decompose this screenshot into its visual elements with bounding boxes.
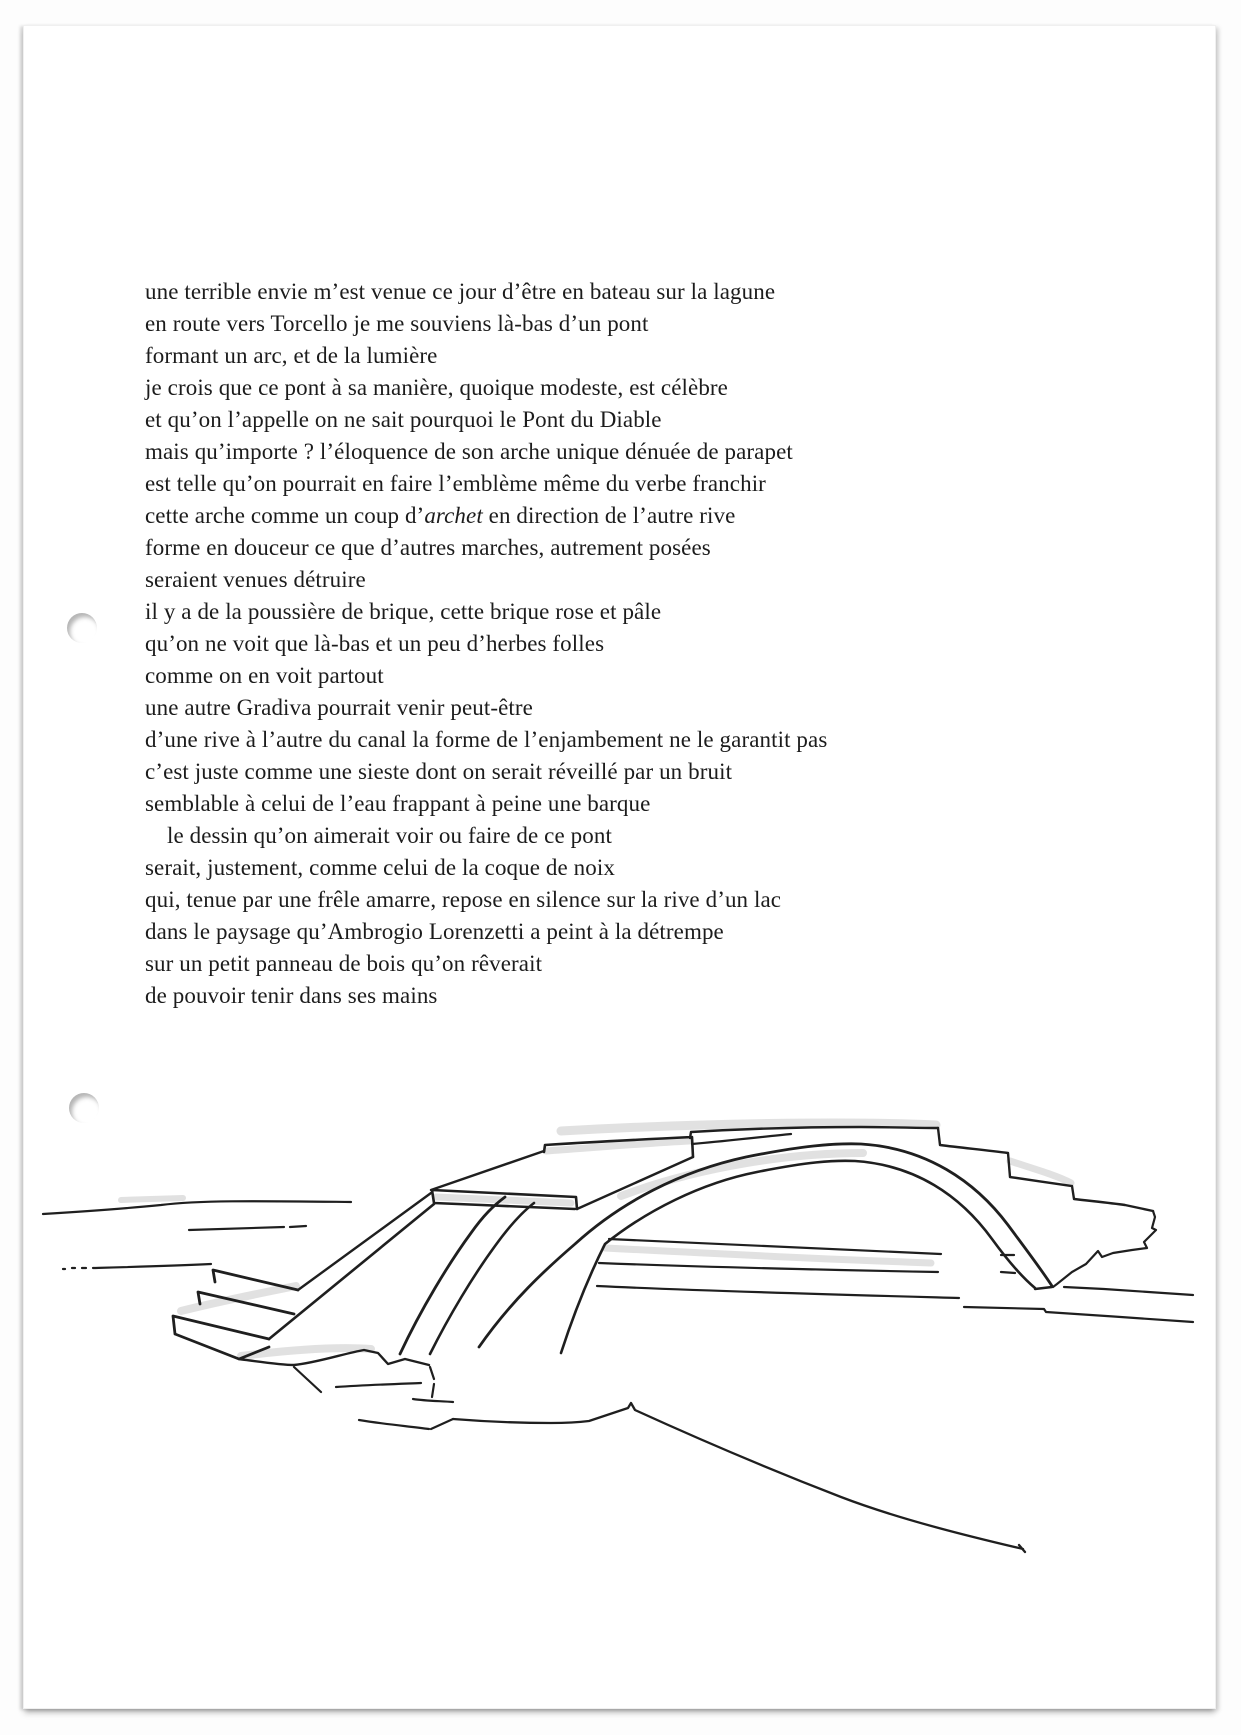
poem-line [145, 532, 1075, 564]
poem-line [145, 468, 1075, 500]
sketch-stroke [43, 1201, 351, 1214]
poem-line [145, 756, 1075, 788]
sketch-pencil-shading [621, 1153, 863, 1196]
poem-line [145, 564, 1075, 596]
sketch-stroke [173, 1316, 269, 1359]
poem-line [145, 404, 1075, 436]
hole-punch [69, 1093, 99, 1123]
sketch-stroke [599, 1263, 1015, 1273]
poem-text: d’une rive à l’autre du canal la forme de l’enjambement ne le garantit pas [145, 727, 828, 752]
poem-text: forme en douceur ce que d’autres marches, autrement posées [145, 535, 711, 560]
sketch-stroke [1035, 1287, 1052, 1289]
sketch-stroke [413, 1367, 453, 1402]
poem-line [145, 372, 1075, 404]
sketch-stroke [294, 1367, 421, 1392]
scanned-page [23, 25, 1216, 1709]
sketch-stroke [63, 1264, 211, 1269]
poem-text: en route vers Torcello je me souviens là-bas d’un pont [145, 311, 649, 336]
poem-line [145, 436, 1075, 468]
sketch-pencil-shading [121, 1198, 183, 1200]
poem-text: seraient venues détruire [145, 567, 366, 592]
poem-line [145, 340, 1075, 372]
poem-text: de pouvoir tenir dans ses mains [145, 983, 438, 1008]
poem-text: semblable à celui de l’eau frappant à peine une barque [145, 791, 651, 816]
sketch-stroke [597, 1286, 959, 1298]
poem-text: une terrible envie m’est venue ce jour d’être en bateau sur la lagune [145, 279, 776, 304]
poem-line [145, 308, 1075, 340]
sketch-stroke [213, 1270, 298, 1290]
sketch-stroke [609, 1239, 1014, 1255]
sketch-stroke [544, 1137, 693, 1157]
poem-text: formant un arc, et de la lumière [145, 343, 438, 368]
sketch-pencil-shading [546, 1141, 689, 1151]
poem-line [145, 628, 1075, 660]
sketch-pencil-shading [436, 1197, 571, 1203]
poem-text: sur un petit panneau de bois qu’on rêverait [145, 951, 543, 976]
sketch-stroke [430, 1203, 534, 1354]
sketch-pencil-shading [561, 1123, 936, 1131]
poem-text: dans le paysage qu’Ambrogio Lorenzetti a peint à la détrempe [145, 919, 724, 944]
sketch-stroke [198, 1292, 294, 1314]
poem-line [145, 660, 1075, 692]
poem-line [145, 980, 1075, 1012]
sketch-stroke [479, 1144, 1052, 1347]
sketch-stroke [400, 1197, 505, 1354]
sketch-stroke [1053, 1211, 1156, 1287]
poem-word-italic: archet [424, 503, 483, 528]
sketch-stroke [964, 1307, 1193, 1322]
hole-punch [67, 613, 97, 643]
sketch-stroke [561, 1161, 1035, 1353]
poem-text: est telle qu’on pourrait en faire l’emblème même du verbe franchir [145, 471, 766, 496]
poem-text: il y a de la poussière de brique, cette brique rose et pâle [145, 599, 662, 624]
sketch-stroke [239, 1350, 429, 1365]
sketch-stroke [1064, 1287, 1193, 1295]
poem-text-block [145, 276, 1075, 1012]
sketch-pencil-shading [605, 1248, 931, 1263]
poem-text: le dessin qu’on aimerait voir ou faire de ce pont [167, 823, 612, 848]
poem-text: en direction de l’autre rive [482, 503, 736, 528]
poem-text: qui, tenue par une frêle amarre, repose en silence sur la rive d’un lac [145, 887, 782, 912]
poem-line [145, 852, 1075, 884]
poem-text: mais qu’importe ? l’éloquence de son arche unique dénuée de parapet [145, 439, 793, 464]
sketch-stroke [690, 1127, 938, 1138]
sketch-stroke [432, 1190, 577, 1209]
sketch-pencil-shading [181, 1286, 296, 1311]
poem-line [145, 692, 1075, 724]
poem-text: serait, justement, comme celui de la coque de noix [145, 855, 615, 880]
poem-line [145, 276, 1075, 308]
poem-line [145, 596, 1075, 628]
poem-text: qu’on ne voit que là-bas et un peu d’herbes folles [145, 631, 605, 656]
sketch-stroke [189, 1226, 306, 1230]
sketch-stroke [269, 1204, 434, 1339]
poem-line [145, 724, 1075, 756]
poem-line [145, 884, 1075, 916]
poem-line [145, 948, 1075, 980]
poem-text: cette arche comme un coup d’ [145, 503, 425, 528]
poem-text: c’est juste comme une sieste dont on serait réveillé par un bruit [145, 759, 733, 784]
poem-text: une autre Gradiva pourrait venir peut-être [145, 695, 533, 720]
sketch-stroke [692, 1134, 791, 1144]
poem-text: je crois que ce pont à sa manière, quoique modeste, est célèbre [145, 375, 728, 400]
sketch-stroke [298, 1193, 431, 1290]
sketch-pencil-shading [241, 1348, 371, 1356]
sketch-pencil-shading [1010, 1161, 1071, 1183]
sketch-stroke [359, 1419, 453, 1429]
sketch-stroke [453, 1403, 1025, 1552]
poem-text: et qu’on l’appelle on ne sait pourquoi le Pont du Diable [145, 407, 662, 432]
poem-line [145, 820, 1075, 852]
poem-line [145, 500, 1075, 532]
poem-line [145, 916, 1075, 948]
poem-line [145, 788, 1075, 820]
sketch-stroke [938, 1128, 1153, 1211]
poem-text: comme on en voit partout [145, 663, 384, 688]
sketch-stroke [431, 1151, 693, 1209]
